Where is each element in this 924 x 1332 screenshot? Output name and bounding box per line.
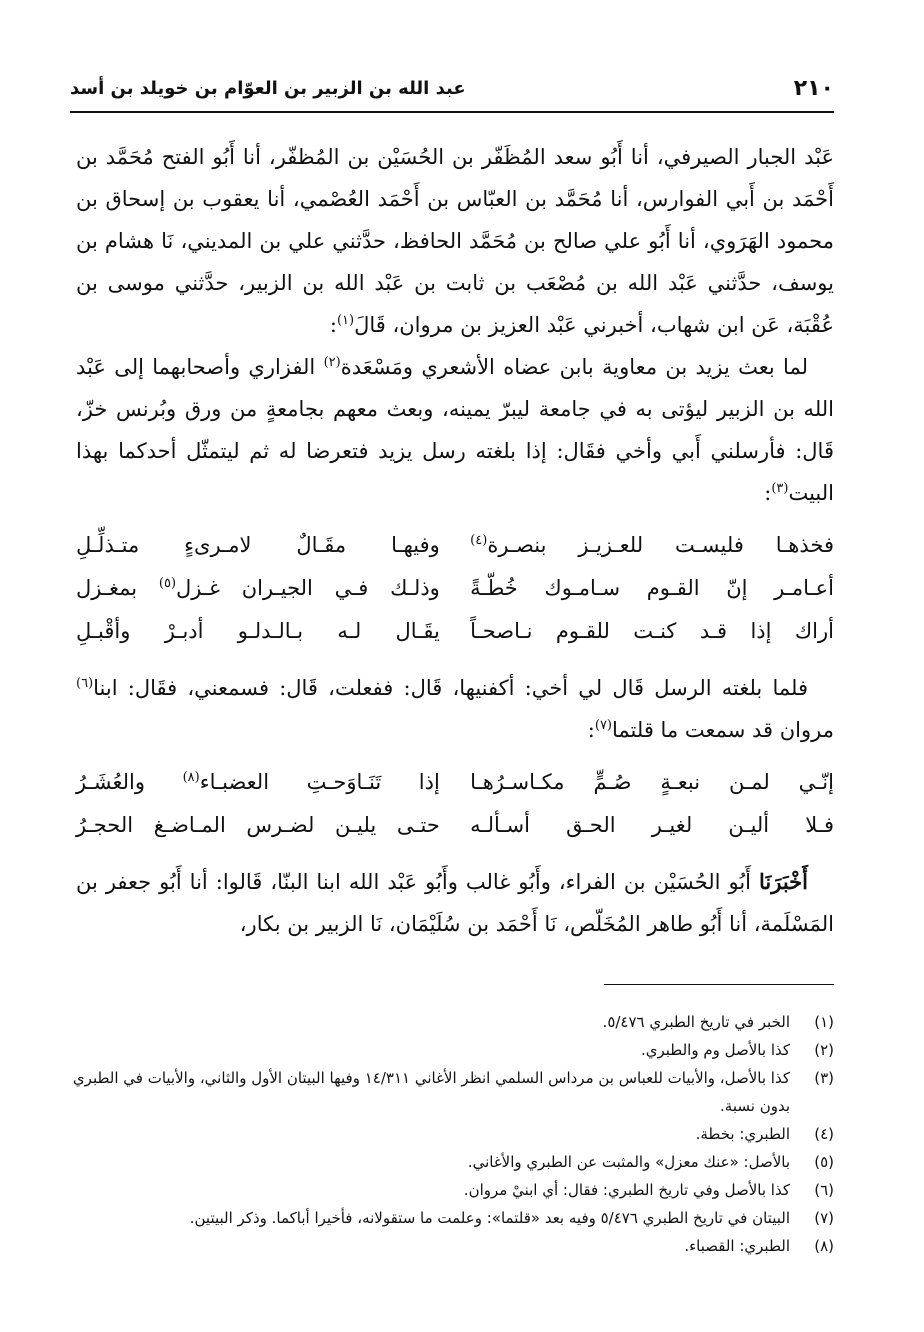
footnote-ref: (٥)	[158, 576, 177, 591]
header-rule	[70, 111, 834, 113]
hemistich-text: أراك إذا قـد كنـت للقـوم نـاصحـاً	[470, 619, 834, 643]
footnote-ref: (٧)	[594, 718, 612, 733]
main-text	[76, 136, 834, 945]
hemistich-tail: بمغـزل	[76, 576, 159, 600]
footnote-number: (٧)	[814, 1209, 834, 1227]
footnote-ref: (٣)	[771, 481, 789, 496]
footnote-item	[70, 1120, 834, 1148]
footnote-ref: (٦)	[76, 676, 94, 691]
verse-first-hemistich	[470, 567, 834, 610]
footnote-number: (٢)	[814, 1041, 834, 1059]
page-number: ٢١٠	[793, 76, 834, 101]
verse-first-hemistich	[470, 610, 834, 653]
hemistich-text: فـلا أليـن لغيـر الحـق أسـألـه	[470, 813, 834, 837]
footnote-text: الخبر في تاريخ الطبري ٥/٤٧٦.	[602, 1013, 790, 1031]
footnote-number: (٤)	[814, 1125, 834, 1143]
hemistich-text: وفيهـا مقَـالٌ لامـرىءٍ متـذلِّـلِ	[76, 533, 440, 557]
footnote-text: بالأصل: «عنك معزل» والمثبت عن الطبري والأغاني.	[467, 1153, 790, 1171]
footnote-number: (٣)	[814, 1069, 834, 1087]
hemistich-text: يقَـال لـه بـالـدلـو أدبـرْ وأقْبـلِ	[76, 619, 440, 643]
verse-second-hemistich	[76, 610, 440, 653]
paragraph-reply	[76, 667, 834, 751]
footnote-text: الطبري: بخطة.	[695, 1125, 790, 1143]
verse-first-hemistich	[470, 524, 834, 567]
paragraph-tail: :	[587, 718, 595, 742]
hemistich-text: حتـى يليـن لضـرس المـاضـغ الحجـرُ	[76, 813, 440, 837]
verse-second-hemistich	[76, 761, 440, 804]
paragraph-tail: مروان قد سمعت ما قلتما	[612, 718, 834, 742]
footnote-item	[70, 1036, 834, 1064]
paragraph-story	[76, 346, 834, 514]
verse-first-hemistich	[470, 804, 834, 847]
hemistich-text: وذلـك فـي الجيـران غـزل	[176, 576, 440, 600]
paragraph-text: عَبْد الجبار الصيرفي، أنا أَبُو سعد المُظَفّر بن الحُسَيْن بن المُظفّر، أنا أَبُو الفتح مُحَمَّد بن أَحْمَد بن أَبي الفوارس، أنا مُحَمَّد بن العبّاس بن أَحْمَد العُصْمي، أنا يعقوب بن إسحاق بن محمود الهَرَوي، أنا أَبُو علي صالح بن مُحَمَّد الحافظ، حدَّثني علي بن المديني، نَا هشام بن يوسف، حدَّثني عَبْد الله بن مُصْعَب بن ثابت بن عَبْد الله بن الزبير، حدَّثني موسى بن عُقْبَة، عَن ابن شهاب، أخبرني عَبْد العزيز بن مروان، قَالَ	[76, 145, 834, 337]
footnote-item	[70, 1148, 834, 1176]
verse-line	[76, 524, 834, 567]
poem-2	[76, 761, 834, 847]
footnote-rule	[604, 984, 834, 985]
running-header	[70, 70, 834, 108]
paragraph-lead-word: أَخْبَرَنَا	[759, 869, 808, 894]
footnote-text: كذا بالأصل وم والطبري.	[640, 1041, 790, 1059]
footnote-text: كذا بالأصل وفي تاريخ الطبري: فقال: أي ابنيْ مروان.	[463, 1181, 790, 1199]
footnote-text: كذا بالأصل، والأبيات للعباس بن مرداس السلمي انظر الأغاني ١٤/٣١١ وفيها البيتان الأول والثاني، والأبيات في الطبري بدون نسبة.	[72, 1069, 790, 1115]
paragraph-tail: :	[764, 481, 772, 505]
footnote-item	[70, 1204, 834, 1232]
hemistich-text: إذا تَنَـاوَحـتِ العضبـاء	[199, 770, 440, 794]
hemistich-text: فخذهـا فليسـت للعـزيـز بنصـرة	[487, 533, 834, 557]
footnote-number: (١)	[814, 1013, 834, 1031]
verse-first-hemistich	[470, 761, 834, 804]
paragraph-text: فلما بلغته الرسل قَال لي أخي: أكفنيها، قَال: ففعلت، قَال: فسمعني، فقَال: ابنا	[93, 676, 808, 700]
running-title: عبد الله بن الزبير بن العوّام بن خويلد بن أسد	[70, 78, 466, 99]
verse-line	[76, 567, 834, 610]
footnote-text: الطبري: القصباء.	[684, 1237, 790, 1255]
verse-second-hemistich	[76, 567, 440, 610]
paragraph-tail: :	[329, 313, 337, 337]
verse-line	[76, 610, 834, 653]
verse-second-hemistich	[76, 804, 440, 847]
footnote-item	[70, 1008, 834, 1036]
footnote-ref: (٤)	[470, 533, 488, 548]
footnote-item	[70, 1064, 834, 1120]
verse-second-hemistich	[76, 524, 440, 567]
footnote-ref: (١)	[336, 313, 355, 328]
verse-line	[76, 761, 834, 804]
footnote-ref: (٢)	[323, 355, 341, 370]
paragraph-text: لما بعث يزيد بن معاوية بابن عضاه الأشعري ومَسْعَدة	[340, 355, 808, 379]
footnote-ref: (٨)	[182, 770, 200, 785]
footnote-item	[70, 1176, 834, 1204]
footnote-number: (٨)	[814, 1237, 834, 1255]
paragraph-text: أَبُو الحُسَيْن بن الفراء، وأَبُو غالب وأَبُو عَبْد الله ابنا البنّا، قَالوا: أنا أَبُو جعفر بن المَسْلَمة، أنا أَبُو طاهر المُخَلّص، نَا أَحْمَد بن سُلَيْمَان، نَا الزبير بن بكار،	[76, 870, 834, 936]
paragraph-tail: الفزاري وأصحابهما إلى عَبْد الله بن الزبير ليؤتى به في جامعة ليبرّ يمينه، وبعث معهم بجامعةٍ من ورق وبُرنس خزّ، قَال: فأرسلني أَبي وأخي فقَال: إذا بلغته رسل يزيد فتعرضا له ثم ليتمثّل أحدكما بهذا البيت	[76, 355, 834, 505]
footnote-number: (٥)	[814, 1153, 834, 1171]
paragraph-new-isnad	[76, 861, 834, 945]
footnote-text: البيتان في تاريخ الطبري ٥/٤٧٦ وفيه بعد «قلتما»: وعلمت ما ستقولانه، فأخيرا أباكما. وذكر البيتين.	[189, 1209, 790, 1227]
footnotes	[70, 1008, 834, 1260]
verse-line	[76, 804, 834, 847]
paragraph-isnad	[76, 136, 834, 346]
poem-1	[76, 524, 834, 653]
footnote-item	[70, 1232, 834, 1260]
hemistich-text: إنّـي لمـن نبعـةٍ صُـمٍّ مكـاسـرُهـا	[470, 770, 834, 794]
footnote-number: (٦)	[814, 1181, 834, 1199]
hemistich-text: أعـامـر إنّ القـوم سـامـوك خُطّـةً	[470, 576, 834, 600]
hemistich-tail: والعُشَـرُ	[76, 770, 183, 794]
